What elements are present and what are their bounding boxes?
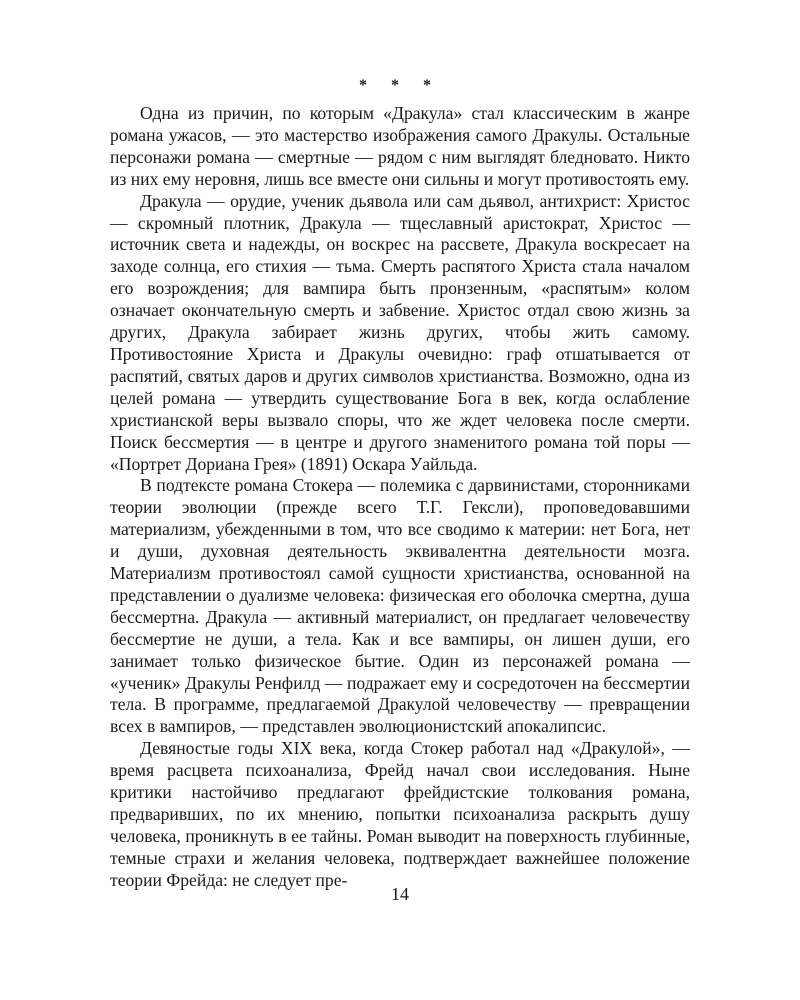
paragraph-4: Девяностые годы XIX века, когда Стокер работал над «Дракулой», — время расцвета психоанализа, Фрейд начал свои исследования. Ныне критики настойчиво предлагают фрейдистские толкования романа, предваривших, по их мнению, попытки психоанализа раскрыть душу человека, проникнуть в ее тайны. Роман выводит на поверхность глубинные, темные страхи и желания человека, подтверждает важнейшее положение теории Фрейда: не следует пре- (110, 738, 690, 890)
page-number: 14 (391, 884, 409, 904)
section-separator: * * * (359, 77, 441, 94)
paragraph-2: Дракула — орудие, ученик дьявола или сам дьявол, антихрист: Христос — скромный плотник, Дракула — тщеславный аристократ, Христос — источник света и надежды, он воскрес на рассвете, Дракула воскресает на заходе солнца, его стихия — тьма. Смерть распятого Христа стала началом его возрождения; для вампира быть пронзенным, «распятым» колом означает окончательную смерть и забвение. Христос отдал свою жизнь за других, Дракула забирает жизнь других, чтобы жить самому. Противостояние Христа и Дракулы очевидно: граф отшатывается от распятий, святых даров и других символов христианства. Возможно, одна из целей романа — утвердить существование Бога в век, когда ослабление христианской веры вызвало споры, что же ждет человека после смерти. Поиск бессмертия — в центре и другого знаменитого романа той поры — «Портрет Дориана Грея» (1891) Оскара Уайльда. (110, 190, 690, 474)
paragraph-3: В подтексте романа Стокера — полемика с дарвинистами, сторонниками теории эволюции (прежде всего Т.Г. Гексли), проповедовавшими материализм, убежденными в том, что все сводимо к материи: нет Бога, нет и души, духовная деятельность эквивалентна деятельности мозга. Материализм противостоял самой сущности христианства, основанной на представлении о дуализме человека: физическая его оболочка смертна, душа бессмертна. Дракула — активный материалист, он предлагает человечеству бессмертие не души, а тела. Как и все вампиры, он лишен души, его занимает только физическое бытие. Один из персонажей романа — «ученик» Дракулы Ренфилд — подражает ему и сосредоточен на бессмертии тела. В программе, предлагаемой Дракулой человечеству — превращении всех в вампиров, — представлен эволюционистский апокалипсис. (110, 475, 690, 737)
body-text (110, 103, 690, 892)
paragraph-1: Одна из причин, по которым «Дракула» стал классическим в жанре романа ужасов, — это мастерство изображения самого Дракулы. Остальные персонажи романа — смертные — рядом с ним выглядят бледновато. Никто из них ему неровня, лишь все вместе они сильны и могут противостоять ему. (110, 103, 690, 189)
